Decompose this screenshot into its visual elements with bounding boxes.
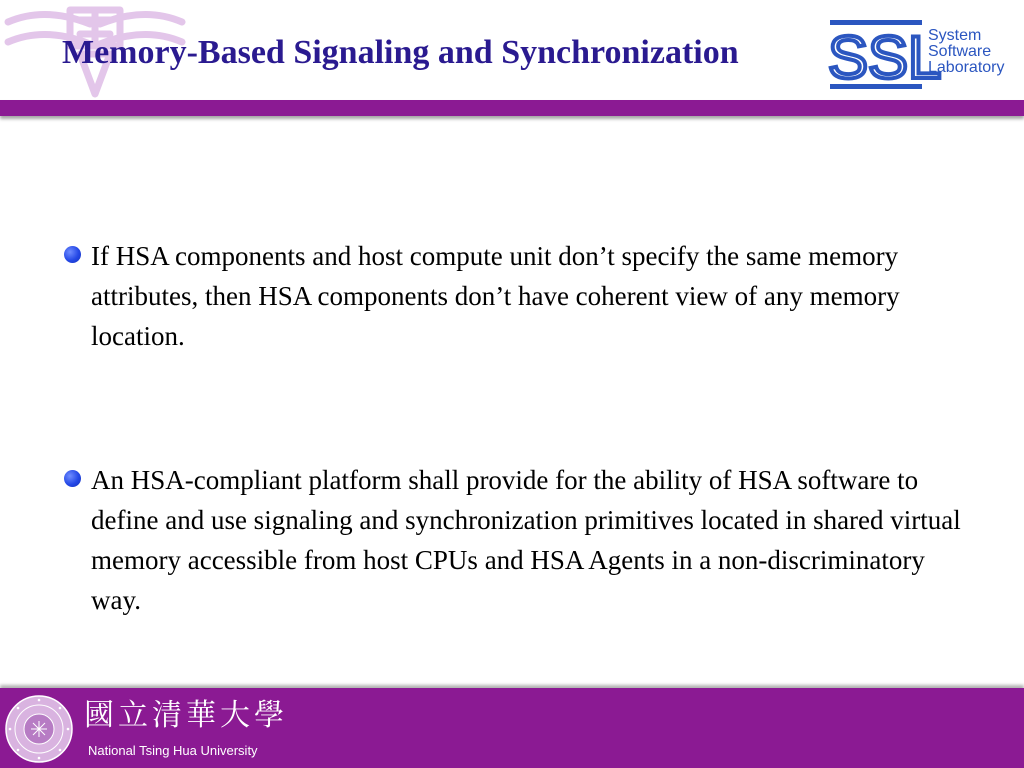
ssl-line-system: System <box>928 27 982 44</box>
slide-title: Memory-Based Signaling and Synchronization <box>62 34 739 71</box>
ssl-line-software: Software <box>928 43 992 60</box>
bullet-text: An HSA-compliant platform shall provide for the ability of HSA software to define and use signaling and synchronization primitives located in shared virtual memory accessible from host CPUs and HSA Agents in a non-discriminatory way. <box>91 465 961 615</box>
ssl-line-laboratory: Laboratory <box>928 59 1005 76</box>
university-chinese-text: 國立清華大學 <box>84 698 288 732</box>
header-bar <box>0 100 1024 116</box>
footer-bar <box>0 688 1024 768</box>
bullet-item <box>62 460 962 620</box>
bullet-dot-icon <box>64 246 81 263</box>
university-chinese-name <box>84 696 324 732</box>
bullet-dot-icon <box>64 470 81 487</box>
ssl-logo-letters: SSL <box>828 24 942 91</box>
bullet-list <box>62 236 962 620</box>
nthu-seal-icon <box>4 694 74 764</box>
bullet-item <box>62 236 962 356</box>
ssl-logo-text <box>928 28 1020 76</box>
university-english-name: National Tsing Hua University <box>88 743 258 758</box>
bullet-text: If HSA components and host compute unit don’t specify the same memory attributes, then HSA components don’t have coherent view of any memory location. <box>91 241 900 351</box>
